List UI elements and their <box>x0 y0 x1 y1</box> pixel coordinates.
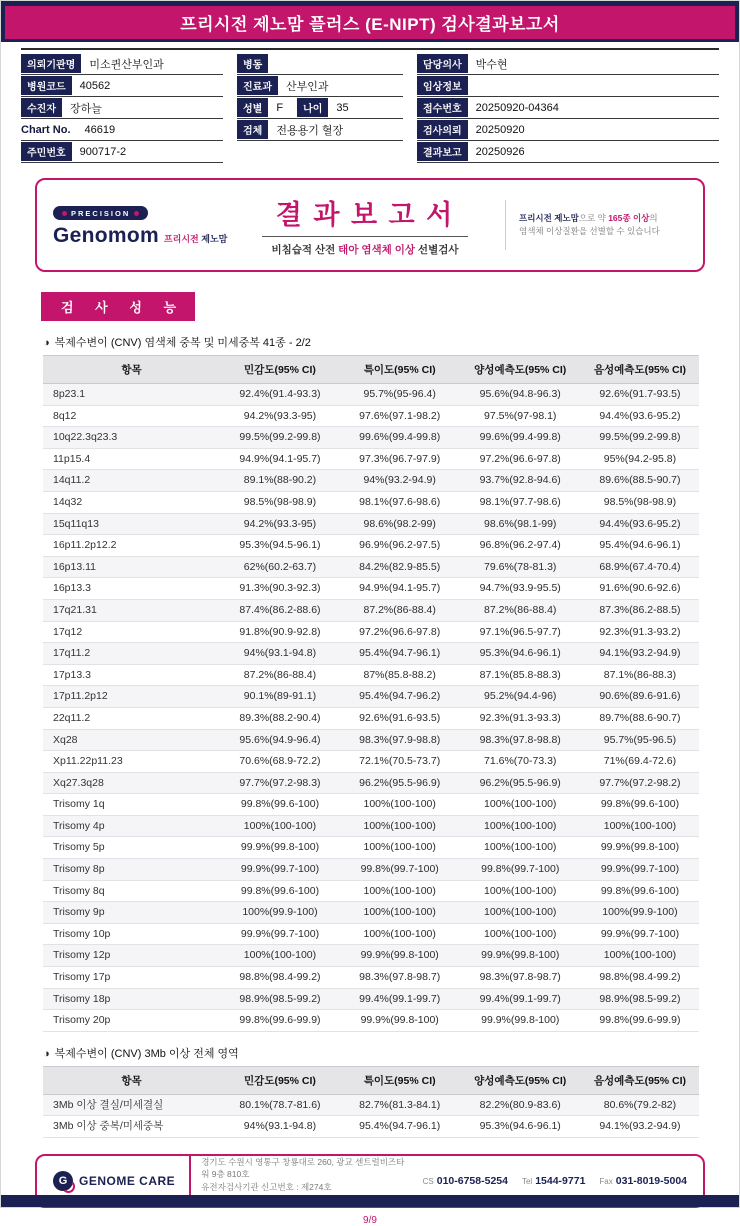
field-value: 35 <box>336 101 349 114</box>
metric-value-cell: 95.6%(94.8-96.3) <box>460 384 581 406</box>
field-value: 20250926 <box>475 145 525 158</box>
table-row <box>43 405 699 427</box>
bottom-bar <box>1 1195 739 1207</box>
table-row <box>43 707 699 729</box>
table-row <box>43 384 699 406</box>
metric-value-cell: 97.7%(97.2-98.2) <box>581 772 699 794</box>
field-label: 담당의사 <box>417 54 468 73</box>
metric-value-cell: 100%(100-100) <box>460 880 581 902</box>
field-label: 검체 <box>237 120 268 139</box>
result-report-banner <box>35 178 705 272</box>
genomecare-logo-icon: G <box>53 1171 73 1191</box>
metric-value-cell: 87.2%(86-88.4) <box>460 599 581 621</box>
metric-value-cell: 98.9%(98.5-99.2) <box>220 988 340 1010</box>
metric-value-cell: 98.5%(98-98.9) <box>581 491 699 513</box>
precision-badge-label: PRECISION <box>71 208 131 218</box>
metric-value-cell: 100%(100-100) <box>460 837 581 859</box>
metric-value-cell: 87%(85.8-88.2) <box>340 664 460 686</box>
metric-value-cell: 89.3%(88.2-90.4) <box>220 707 340 729</box>
field-value: 20250920-04364 <box>475 101 559 114</box>
table-row <box>43 1094 699 1116</box>
table-row <box>43 686 699 708</box>
metric-value-cell: 98.1%(97.6-98.6) <box>340 491 460 513</box>
metric-value-cell: 94%(93.2-94.9) <box>340 470 460 492</box>
metric-value-cell: 87.4%(86.2-88.6) <box>220 599 340 621</box>
metric-value-cell: 97.7%(97.2-98.3) <box>220 772 340 794</box>
table-row <box>43 535 699 557</box>
metric-value-cell: 94%(93.1-94.8) <box>220 1116 340 1138</box>
metric-value-cell: 96.8%(96.2-97.4) <box>460 535 581 557</box>
field-label: 병동 <box>237 54 268 73</box>
item-name-cell: 11p15.4 <box>43 448 220 470</box>
item-name-cell: Trisomy 1q <box>43 794 220 816</box>
field-value: 40562 <box>79 79 111 92</box>
table-row <box>43 815 699 837</box>
metric-value-cell: 82.7%(81.3-84.1) <box>340 1094 460 1116</box>
top-banner <box>1 1 739 42</box>
column-header: 음성예측도(95% CI) <box>581 1066 699 1094</box>
metric-value-cell: 95%(94.2-95.8) <box>581 448 699 470</box>
table-row <box>43 1116 699 1138</box>
item-name-cell: Trisomy 5p <box>43 837 220 859</box>
metric-value-cell: 100%(100-100) <box>340 923 460 945</box>
field-label: Chart No. <box>21 123 71 136</box>
metric-value-cell: 99.4%(99.1-99.7) <box>340 988 460 1010</box>
metric-value-cell: 94.1%(93.2-94.9) <box>581 1116 699 1138</box>
metric-value-cell: 99.9%(99.8-100) <box>460 945 581 967</box>
field-value: 박수현 <box>475 58 508 71</box>
metric-value-cell: 100%(100-100) <box>340 902 460 924</box>
metric-value-cell: 94.4%(93.6-95.2) <box>581 513 699 535</box>
table-row <box>43 967 699 989</box>
metric-value-cell: 92.3%(91.3-93.3) <box>460 707 581 729</box>
metric-value-cell: 84.2%(82.9-85.5) <box>340 556 460 578</box>
metric-value-cell: 93.7%(92.8-94.6) <box>460 470 581 492</box>
metric-value-cell: 87.1%(85.8-88.3) <box>460 664 581 686</box>
metric-value-cell: 90.1%(89-91.1) <box>220 686 340 708</box>
metric-value-cell: 97.6%(97.1-98.2) <box>340 405 460 427</box>
metric-value-cell: 80.1%(78.7-81.6) <box>220 1094 340 1116</box>
item-name-cell: 16p13.3 <box>43 578 220 600</box>
item-name-cell: Xq27.3q28 <box>43 772 220 794</box>
metric-value-cell: 90.6%(89.6-91.6) <box>581 686 699 708</box>
item-name-cell: 17p11.2p12 <box>43 686 220 708</box>
metric-value-cell: 89.1%(88-90.2) <box>220 470 340 492</box>
column-header: 양성예측도(95% CI) <box>460 1066 581 1094</box>
metric-value-cell: 82.2%(80.9-83.6) <box>460 1094 581 1116</box>
metric-value-cell: 96.2%(95.5-96.9) <box>460 772 581 794</box>
metric-value-cell: 100%(100-100) <box>220 815 340 837</box>
metric-value-cell: 79.6%(78-81.3) <box>460 556 581 578</box>
item-name-cell: Xp11.22p11.23 <box>43 751 220 773</box>
item-name-cell: Trisomy 17p <box>43 967 220 989</box>
metric-value-cell: 98.8%(98.4-99.2) <box>581 967 699 989</box>
cnv-3mb-performance-table <box>43 1066 699 1138</box>
field-value: 장하늘 <box>69 102 102 115</box>
cnv-table1-caption: ◑ 복제수변이 (CNV) 염색체 중복 및 미세중복 41종 - 2/2 <box>43 337 311 349</box>
column-header: 음성예측도(95% CI) <box>581 356 699 384</box>
section-title-chip: 검 사 성 능 <box>41 292 195 321</box>
column-header: 항목 <box>43 1066 220 1094</box>
table-row <box>43 729 699 751</box>
table-row <box>43 794 699 816</box>
metric-value-cell: 94%(93.1-94.8) <box>220 643 340 665</box>
metric-value-cell: 95.3%(94.5-96.1) <box>220 535 340 557</box>
table-row <box>43 923 699 945</box>
table-row <box>43 621 699 643</box>
metric-value-cell: 95.3%(94.6-96.1) <box>460 1116 581 1138</box>
metric-value-cell: 100%(99.9-100) <box>581 902 699 924</box>
item-name-cell: 17q21.31 <box>43 599 220 621</box>
metric-value-cell: 99.8%(99.6-99.9) <box>220 1010 340 1032</box>
table-row <box>43 880 699 902</box>
page-number: 9/9 <box>363 1215 377 1226</box>
item-name-cell: Xq28 <box>43 729 220 751</box>
metric-value-cell: 98.9%(98.5-99.2) <box>581 988 699 1010</box>
item-name-cell: 15q11q13 <box>43 513 220 535</box>
item-name-cell: 3Mb 이상 결실/미세결실 <box>43 1094 220 1116</box>
table-row <box>43 513 699 535</box>
metric-value-cell: 80.6%(79.2-82) <box>581 1094 699 1116</box>
metric-value-cell: 91.6%(90.6-92.6) <box>581 578 699 600</box>
brand-wordmark: Genomom <box>53 223 159 247</box>
patient-field-row <box>237 53 403 75</box>
genomecare-logo-text: GENOME CARE <box>79 1174 176 1188</box>
contact-label: CS <box>422 1177 434 1186</box>
report-title: 프리시전 제노맘 플러스 (E-NIPT) 검사결과보고서 <box>5 6 735 39</box>
table-row <box>43 556 699 578</box>
item-name-cell: 17q12 <box>43 621 220 643</box>
table-row <box>43 578 699 600</box>
license-number: 유전자검사기관 신고번호 : 제274호 <box>201 1182 332 1192</box>
metric-value-cell: 98.5%(98-98.9) <box>220 491 340 513</box>
result-report-title: 결 과 보 고 서 <box>262 193 468 237</box>
item-name-cell: 16p13.11 <box>43 556 220 578</box>
patient-field-row <box>417 75 719 97</box>
metric-value-cell: 99.9%(99.8-100) <box>581 837 699 859</box>
badge-dot-icon <box>134 211 139 216</box>
patient-field-row <box>417 141 719 163</box>
metric-value-cell: 99.9%(99.7-100) <box>581 859 699 881</box>
metric-value-cell: 70.6%(68.9-72.2) <box>220 751 340 773</box>
item-name-cell: 22q11.2 <box>43 707 220 729</box>
metric-value-cell: 99.9%(99.8-100) <box>220 837 340 859</box>
patient-field-row <box>21 75 223 97</box>
item-name-cell: Trisomy 10p <box>43 923 220 945</box>
patient-field-row <box>417 97 719 119</box>
table-row <box>43 427 699 449</box>
metric-value-cell: 100%(100-100) <box>340 880 460 902</box>
metric-value-cell: 95.6%(94.9-96.4) <box>220 729 340 751</box>
contact-label: Fax <box>599 1177 613 1186</box>
metric-value-cell: 98.6%(98.2-99) <box>340 513 460 535</box>
item-name-cell: 8q12 <box>43 405 220 427</box>
field-label: 의뢰기관명 <box>21 54 81 73</box>
table-row <box>43 837 699 859</box>
metric-value-cell: 95.7%(95-96.4) <box>340 384 460 406</box>
patient-field-row <box>237 119 403 141</box>
metric-value-cell: 94.1%(93.2-94.9) <box>581 643 699 665</box>
metric-value-cell: 99.6%(99.4-99.8) <box>340 427 460 449</box>
field-label: 주민번호 <box>21 142 72 161</box>
metric-value-cell: 95.4%(94.7-96.1) <box>340 1116 460 1138</box>
metric-value-cell: 97.1%(96.5-97.7) <box>460 621 581 643</box>
metric-value-cell: 100%(100-100) <box>340 794 460 816</box>
metric-value-cell: 100%(99.9-100) <box>220 902 340 924</box>
patient-field-row <box>417 53 719 75</box>
metric-value-cell: 99.9%(99.8-100) <box>460 1010 581 1032</box>
metric-value-cell: 100%(100-100) <box>220 945 340 967</box>
metric-value-cell: 98.3%(97.8-98.8) <box>460 729 581 751</box>
table-row <box>43 448 699 470</box>
contact-item <box>522 1175 585 1187</box>
patient-info-column-right <box>417 53 719 163</box>
metric-value-cell: 71.6%(70-73.3) <box>460 751 581 773</box>
metric-value-cell: 99.5%(99.2-99.8) <box>220 427 340 449</box>
metric-value-cell: 99.9%(99.7-100) <box>220 923 340 945</box>
metric-value-cell: 97.2%(96.6-97.8) <box>340 621 460 643</box>
item-name-cell: Trisomy 12p <box>43 945 220 967</box>
field-value: 산부인과 <box>285 80 329 93</box>
contact-item <box>599 1175 687 1187</box>
metric-value-cell: 95.3%(94.6-96.1) <box>460 643 581 665</box>
metric-value-cell: 89.6%(88.5-90.7) <box>581 470 699 492</box>
item-name-cell: 8p23.1 <box>43 384 220 406</box>
metric-value-cell: 98.1%(97.7-98.6) <box>460 491 581 513</box>
patient-info-section <box>21 48 719 163</box>
contact-numbers <box>423 1175 687 1187</box>
metric-value-cell: 95.4%(94.7-96.2) <box>340 686 460 708</box>
field-value: 20250920 <box>475 123 525 136</box>
metric-value-cell: 94.9%(94.1-95.7) <box>220 448 340 470</box>
table-row <box>43 859 699 881</box>
patient-field-row <box>237 97 403 119</box>
metric-value-cell: 100%(100-100) <box>340 837 460 859</box>
table-row <box>43 988 699 1010</box>
field-value: 46619 <box>84 123 116 136</box>
metric-value-cell: 99.9%(99.7-100) <box>581 923 699 945</box>
metric-value-cell: 87.1%(86-88.3) <box>581 664 699 686</box>
field-label: 결과보고 <box>417 142 468 161</box>
metric-value-cell: 95.2%(94.4-96) <box>460 686 581 708</box>
genomecare-logo <box>53 1171 175 1191</box>
metric-value-cell: 89.7%(88.6-90.7) <box>581 707 699 729</box>
item-name-cell: 14q32 <box>43 491 220 513</box>
item-name-cell: 10q22.3q23.3 <box>43 427 220 449</box>
result-report-heading <box>238 193 492 257</box>
column-header: 민감도(95% CI) <box>220 1066 340 1094</box>
metric-value-cell: 96.9%(96.2-97.5) <box>340 535 460 557</box>
table-row <box>43 664 699 686</box>
half-circle-icon: ◑ <box>43 1047 50 1060</box>
column-header: 민감도(95% CI) <box>220 356 340 384</box>
brand-korean-name: 프리시전 제노맘 <box>163 233 228 244</box>
item-name-cell: Trisomy 20p <box>43 1010 220 1032</box>
brand-logo-block <box>53 203 238 248</box>
metric-value-cell: 95.4%(94.6-96.1) <box>581 535 699 557</box>
metric-value-cell: 92.6%(91.6-93.5) <box>340 707 460 729</box>
metric-value-cell: 87.3%(86.2-88.5) <box>581 599 699 621</box>
metric-value-cell: 98.3%(97.8-98.7) <box>460 967 581 989</box>
metric-value-cell: 99.8%(99.6-100) <box>220 880 340 902</box>
metric-value-cell: 99.8%(99.6-100) <box>581 794 699 816</box>
metric-value-cell: 99.8%(99.6-100) <box>220 794 340 816</box>
metric-value-cell: 99.5%(99.2-99.8) <box>581 427 699 449</box>
column-header: 항목 <box>43 356 220 384</box>
item-name-cell: 17p13.3 <box>43 664 220 686</box>
metric-value-cell: 96.2%(95.5-96.9) <box>340 772 460 794</box>
metric-value-cell: 94.2%(93.3-95) <box>220 405 340 427</box>
contact-item <box>423 1175 508 1187</box>
company-address: 경기도 수원시 영통구 창룡대로 260, 광교 센트럴비즈타워 9층 810호 <box>201 1156 405 1180</box>
table-header-row <box>43 356 699 384</box>
report-subtitle: 비침습적 산전 태아 염색체 이상 선별검사 <box>271 244 459 256</box>
metric-value-cell: 99.8%(99.7-100) <box>340 859 460 881</box>
field-value: F <box>276 101 284 114</box>
metric-value-cell: 91.8%(90.9-92.8) <box>220 621 340 643</box>
table-row <box>43 470 699 492</box>
metric-value-cell: 100%(100-100) <box>460 815 581 837</box>
metric-value-cell: 100%(100-100) <box>460 902 581 924</box>
capability-note-line1: 프리시전 제노맘으로 약 165종 이상의 <box>519 212 658 223</box>
badge-dot-icon <box>62 211 67 216</box>
item-name-cell: Trisomy 18p <box>43 988 220 1010</box>
metric-value-cell: 98.8%(98.4-99.2) <box>220 967 340 989</box>
item-name-cell: 17q11.2 <box>43 643 220 665</box>
item-name-cell: 16p11.2p12.2 <box>43 535 220 557</box>
patient-field-row <box>21 53 223 75</box>
metric-value-cell: 99.9%(99.7-100) <box>220 859 340 881</box>
metric-value-cell: 97.3%(96.7-97.9) <box>340 448 460 470</box>
metric-value-cell: 98.3%(97.8-98.7) <box>340 967 460 989</box>
field-label: 진료과 <box>237 76 278 95</box>
patient-info-column-left <box>21 53 223 163</box>
precision-badge <box>53 206 148 220</box>
field-label: 나이 <box>297 98 328 117</box>
field-label: 검사의뢰 <box>417 120 468 139</box>
half-circle-icon: ◑ <box>43 337 50 349</box>
metric-value-cell: 87.2%(86-88.4) <box>340 599 460 621</box>
patient-field-row <box>21 141 223 163</box>
field-label: 병원코드 <box>21 76 72 95</box>
metric-value-cell: 94.4%(93.6-95.2) <box>581 405 699 427</box>
metric-value-cell: 71%(69.4-72.6) <box>581 751 699 773</box>
contact-value: 031-8019-5004 <box>615 1175 687 1187</box>
table-row <box>43 599 699 621</box>
field-value: 미소퀸산부인과 <box>89 58 164 71</box>
section-header <box>41 292 699 321</box>
metric-value-cell: 68.9%(67.4-70.4) <box>581 556 699 578</box>
metric-value-cell: 72.1%(70.5-73.7) <box>340 751 460 773</box>
field-label: 임상정보 <box>417 76 468 95</box>
contact-value: 010-6758-5254 <box>436 1175 508 1187</box>
table-row <box>43 643 699 665</box>
metric-value-cell: 99.9%(99.8-100) <box>340 1010 460 1032</box>
item-name-cell: 3Mb 이상 중복/미세중복 <box>43 1116 220 1138</box>
column-header: 양성예측도(95% CI) <box>460 356 581 384</box>
metric-value-cell: 99.8%(99.7-100) <box>460 859 581 881</box>
patient-field-row <box>417 119 719 141</box>
brand-line <box>53 224 238 248</box>
metric-value-cell: 99.9%(99.8-100) <box>340 945 460 967</box>
patient-info-column-middle <box>237 53 403 163</box>
vertical-divider <box>505 200 506 250</box>
metric-value-cell: 92.4%(91.4-93.3) <box>220 384 340 406</box>
table-row <box>43 751 699 773</box>
field-value: 전용용기 혈장 <box>276 124 344 137</box>
item-name-cell: 14q11.2 <box>43 470 220 492</box>
metric-value-cell: 98.6%(98.1-99) <box>460 513 581 535</box>
metric-value-cell: 100%(100-100) <box>581 945 699 967</box>
metric-value-cell: 94.7%(93.9-95.5) <box>460 578 581 600</box>
table-header-row <box>43 1066 699 1094</box>
cnv-performance-table <box>43 355 699 1032</box>
field-label: 성별 <box>237 98 268 117</box>
capability-note-line2: 염색체 이상질환을 선별할 수 있습니다 <box>519 226 660 236</box>
contact-value: 1544-9771 <box>535 1175 586 1187</box>
metric-value-cell: 100%(100-100) <box>460 794 581 816</box>
table-row <box>43 902 699 924</box>
item-name-cell: Trisomy 4p <box>43 815 220 837</box>
item-name-cell: Trisomy 8q <box>43 880 220 902</box>
metric-value-cell: 99.6%(99.4-99.8) <box>460 427 581 449</box>
metric-value-cell: 87.2%(86-88.4) <box>220 664 340 686</box>
item-name-cell: Trisomy 8p <box>43 859 220 881</box>
metric-value-cell: 99.8%(99.6-99.9) <box>581 1010 699 1032</box>
metric-value-cell: 100%(100-100) <box>581 815 699 837</box>
metric-value-cell: 62%(60.2-63.7) <box>220 556 340 578</box>
cnv-table2-caption: ◑ 복제수변이 (CNV) 3Mb 이상 전체 영역 <box>43 1047 239 1060</box>
metric-value-cell: 99.4%(99.1-99.7) <box>460 988 581 1010</box>
metric-value-cell: 100%(100-100) <box>340 815 460 837</box>
metric-value-cell: 95.7%(95-96.5) <box>581 729 699 751</box>
metric-value-cell: 99.8%(99.6-100) <box>581 880 699 902</box>
metric-value-cell: 100%(100-100) <box>460 923 581 945</box>
capability-note <box>519 212 687 238</box>
table-row <box>43 945 699 967</box>
metric-value-cell: 97.2%(96.6-97.8) <box>460 448 581 470</box>
metric-value-cell: 97.5%(97-98.1) <box>460 405 581 427</box>
patient-field-row <box>21 97 223 119</box>
field-value: 900717-2 <box>79 145 127 158</box>
patient-field-row <box>237 75 403 97</box>
metric-value-cell: 92.3%(91.3-93.2) <box>581 621 699 643</box>
metric-value-cell: 98.3%(97.9-98.8) <box>340 729 460 751</box>
table-row <box>43 1010 699 1032</box>
metric-value-cell: 92.6%(91.7-93.5) <box>581 384 699 406</box>
item-name-cell: Trisomy 9p <box>43 902 220 924</box>
column-header: 특이도(95% CI) <box>340 1066 460 1094</box>
field-label: 접수번호 <box>417 98 468 117</box>
contact-label: Tel <box>521 1177 533 1186</box>
metric-value-cell: 94.9%(94.1-95.7) <box>340 578 460 600</box>
metric-value-cell: 94.2%(93.3-95) <box>220 513 340 535</box>
column-header: 특이도(95% CI) <box>340 356 460 384</box>
table-row <box>43 491 699 513</box>
patient-field-row <box>21 119 223 141</box>
table-row <box>43 772 699 794</box>
metric-value-cell: 95.4%(94.7-96.1) <box>340 643 460 665</box>
metric-value-cell: 91.3%(90.3-92.3) <box>220 578 340 600</box>
field-label: 수진자 <box>21 98 62 117</box>
